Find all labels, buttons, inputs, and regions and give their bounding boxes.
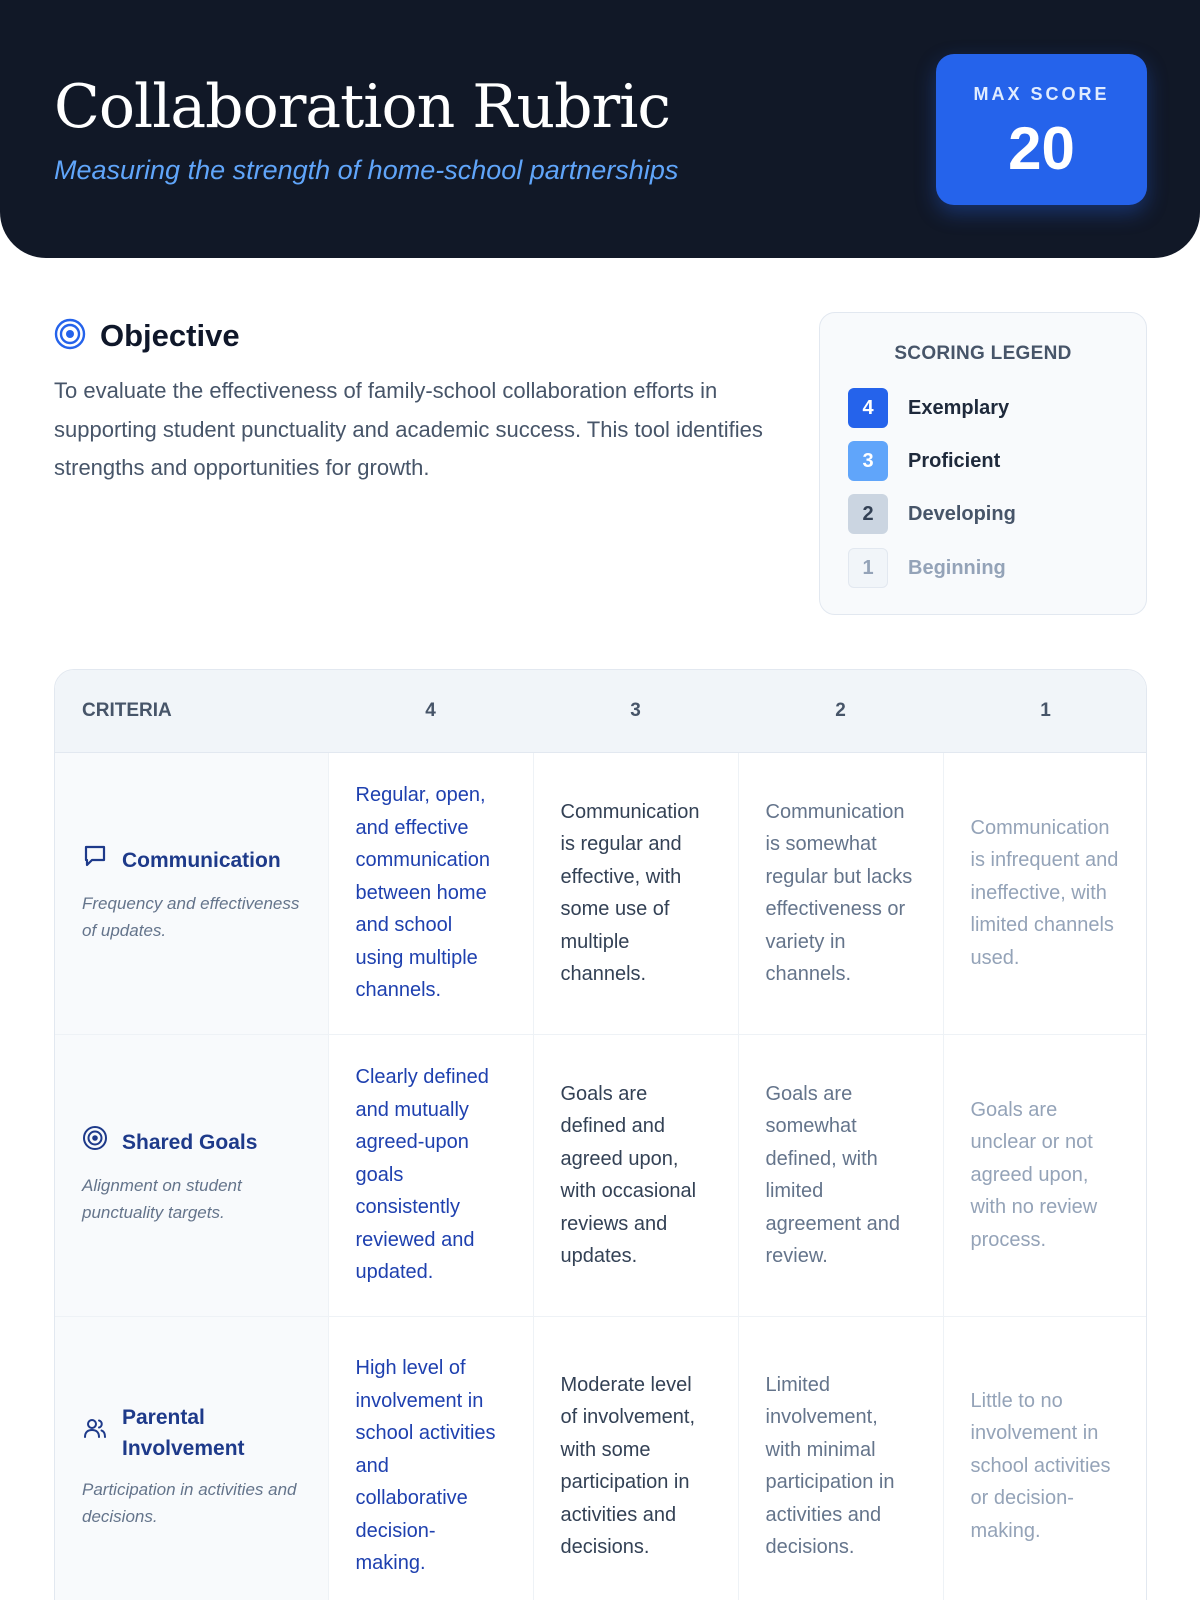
criteria-name-row [82, 1402, 301, 1464]
table-row-parental-involvement [55, 1316, 1147, 1600]
column-header-4: 4 [328, 670, 533, 752]
legend-item-proficient [848, 441, 1000, 481]
objective-heading [54, 316, 240, 356]
users-icon [82, 1416, 122, 1451]
criteria-description: Frequency and effectiveness of updates. [82, 893, 300, 940]
legend-badge: 1 [848, 548, 888, 588]
max-score-value: 20 [1008, 115, 1075, 182]
legend-item-beginning [848, 548, 1006, 588]
level-2-cell: Goals are somewhat defined, with limited agreement and review. [738, 1034, 943, 1316]
header-banner [0, 0, 1200, 258]
max-score-label: MAX SCORE [973, 84, 1110, 104]
max-score-card [936, 54, 1147, 205]
legend-item-developing [848, 494, 1016, 534]
chat-bubble-icon [82, 843, 122, 878]
target-icon [54, 318, 86, 355]
criteria-name-row [82, 843, 301, 878]
level-3-cell: Goals are defined and agreed upon, with occasional reviews and updates. [533, 1034, 738, 1316]
level-4-cell: Regular, open, and effective communication between home and school using multiple channels. [328, 752, 533, 1034]
criteria-name: Parental Involvement [122, 1406, 245, 1460]
level-1-cell: Communication is infrequent and ineffective, with limited channels used. [943, 752, 1147, 1034]
target-icon [82, 1125, 122, 1160]
criteria-name: Communication [122, 848, 281, 872]
column-header-2: 2 [738, 670, 943, 752]
legend-title: SCORING LEGEND [894, 343, 1072, 364]
rubric-table [54, 669, 1147, 1600]
legend-label: Exemplary [908, 396, 1010, 419]
criteria-name: Shared Goals [122, 1130, 258, 1154]
level-4-cell: Clearly defined and mutually agreed-upon goals consistently reviewed and updated. [328, 1034, 533, 1316]
scoring-legend [819, 312, 1147, 615]
criteria-description: Participation in activities and decisions. [82, 1480, 297, 1526]
level-3-cell: Communication is regular and effective, with some use of multiple channels. [533, 752, 738, 1034]
table-row-shared-goals [55, 1034, 1147, 1316]
objective-title: Objective [100, 318, 240, 353]
level-3-cell: Moderate level of involvement, with some participation in activities and decisions. [533, 1316, 738, 1600]
table-header-row [55, 670, 1147, 752]
legend-badge: 4 [848, 388, 888, 428]
level-4-cell: High level of involvement in school activities and collaborative decision-making. [328, 1316, 533, 1600]
table-row-communication [55, 752, 1147, 1034]
criteria-description: Alignment on student punctuality targets. [82, 1175, 242, 1222]
page-subtitle: Measuring the strength of home-school partnerships [54, 155, 679, 185]
page-title: Collaboration Rubric [54, 72, 671, 142]
criteria-name-row [82, 1125, 301, 1160]
column-header-1: 1 [943, 670, 1147, 752]
level-1-cell: Goals are unclear or not agreed upon, with no review process. [943, 1034, 1147, 1316]
level-2-cell: Communication is somewhat regular but lacks effectiveness or variety in channels. [738, 752, 943, 1034]
objective-text: To evaluate the effectiveness of family-school collaboration efforts in supporting student punctuality and academic success. This tool identifies strengths and opportunities for growth. [54, 378, 763, 480]
legend-label: Developing [908, 502, 1016, 525]
legend-label: Proficient [908, 449, 1001, 472]
legend-label: Beginning [908, 556, 1006, 579]
criteria-cell [55, 752, 328, 1034]
criteria-cell [55, 1034, 328, 1316]
legend-badge: 2 [848, 494, 888, 534]
legend-item-exemplary [848, 388, 1009, 428]
criteria-cell [55, 1316, 328, 1600]
column-header-criteria: CRITERIA [55, 670, 328, 752]
level-1-cell: Little to no involvement in school activities or decision-making. [943, 1316, 1147, 1600]
legend-badge: 3 [848, 441, 888, 481]
column-header-3: 3 [533, 670, 738, 752]
level-2-cell: Limited involvement, with minimal participation in activities and decisions. [738, 1316, 943, 1600]
